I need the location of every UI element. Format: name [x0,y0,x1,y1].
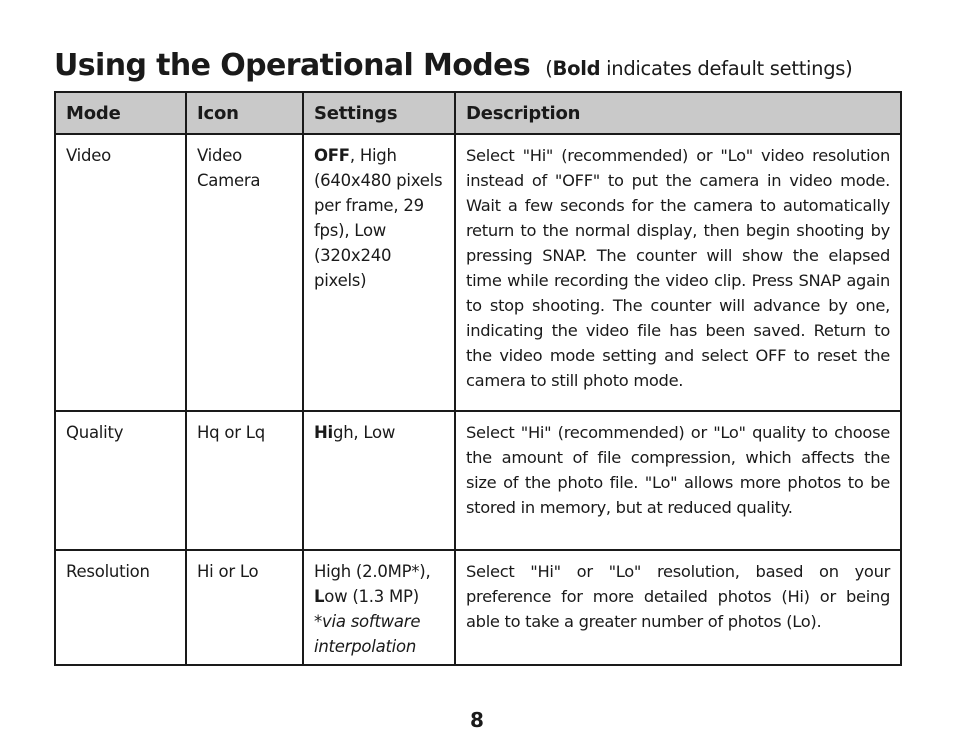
cell-description: Select "Hi" or "Lo" resolution, based on your preference for more detailed photos (Hi) or being able to take a greater number of photos (Lo). [455,550,901,665]
cell-icon: Hi or Lo [186,550,303,665]
header-settings: Settings [303,92,455,134]
header-mode: Mode [55,92,186,134]
table-row [55,411,901,550]
subtitle-rest: indicates default settings) [600,57,853,80]
header-description: Description [455,92,901,134]
cell-description: Select "Hi" (recommended) or "Lo" video resolution instead of "OFF" to put the camera in video mode. Wait a few seconds for the camera to automatically return to the normal display, then begin shooting by pressing SNAP. The counter will show the elapsed time while recording the video clip. Press SNAP again to stop shooting. The counter will advance by one, indicating the video file has been saved. Return to the video mode setting and select OFF to reset the camera to still photo mode. [455,134,901,411]
subtitle-bold-word: Bold [552,57,601,80]
cell-settings [303,550,455,665]
subtitle-open: ( [545,57,553,80]
settings-line1: High (2.0MP*), [314,562,431,581]
table-row [55,550,901,665]
cell-mode: Quality [55,411,186,550]
table-row [55,134,901,411]
cell-icon: Hq or Lq [186,411,303,550]
settings-default: L [314,587,325,606]
settings-default: OFF [314,146,350,165]
modes-table [54,91,902,666]
cell-settings [303,134,455,411]
title-row [54,48,852,83]
cell-icon: Video Camera [186,134,303,411]
subtitle [545,57,852,80]
header-icon: Icon [186,92,303,134]
cell-settings [303,411,455,550]
table-header-row [55,92,901,134]
page-number: 8 [470,708,484,732]
settings-rest: gh, Low [332,423,396,442]
cell-mode: Resolution [55,550,186,665]
settings-rest: ow (1.3 MP) [324,587,419,606]
cell-description: Select "Hi" (recommended) or "Lo" quality to choose the amount of file compression, which affects the size of the photo file. "Lo" allows more photos to be stored in memory, but at reduced quality. [455,411,901,550]
page-title: Using the Operational Modes [54,48,531,83]
settings-rest: , High (640x480 pixels per frame, 29 fps), Low (320x240 pixels) [314,146,443,290]
settings-footnote: *via software interpolation [314,612,421,656]
cell-mode: Video [55,134,186,411]
settings-default: Hi [314,423,333,442]
